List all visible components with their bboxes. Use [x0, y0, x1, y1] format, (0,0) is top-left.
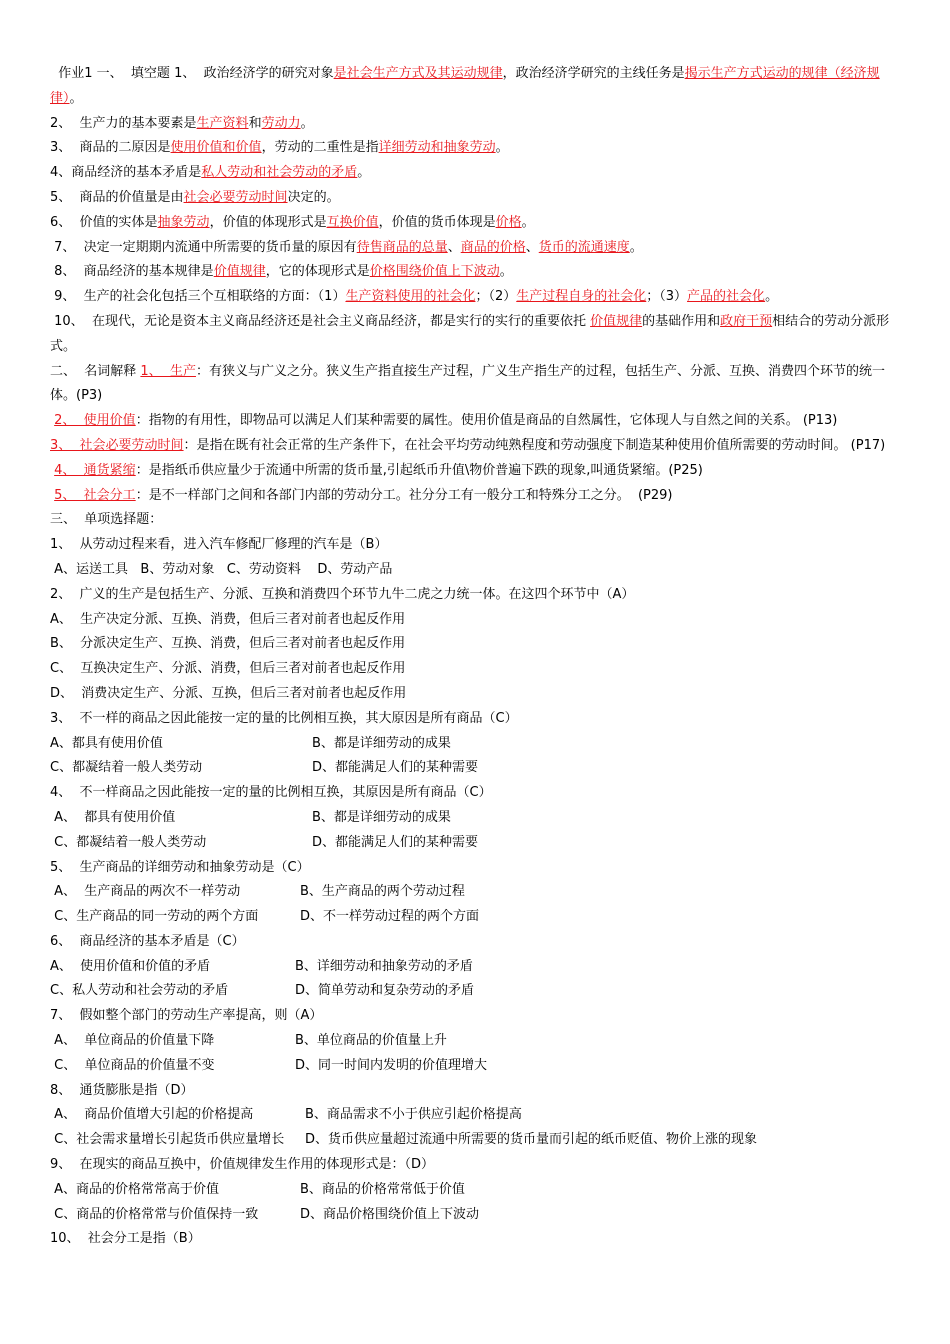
- text-line: [50, 484, 890, 509]
- answer-text: 3、 社会必要劳动时间: [50, 437, 184, 453]
- body-text: 决定的。: [287, 189, 340, 205]
- text-line: [50, 285, 890, 310]
- option-right: D、货币供应量超过流通中所需要的货币量而引起的纸币贬值、物价上涨的现象: [305, 1132, 758, 1148]
- option-row: [50, 1203, 890, 1228]
- option-row: [50, 1054, 890, 1079]
- answer-text: 揭示生产方式运动的规律（经济规律）: [50, 66, 880, 106]
- option-right: B、都是详细劳动的成果: [312, 735, 451, 751]
- text-line: [50, 434, 890, 459]
- option-left: C、私人劳动和社会劳动的矛盾: [50, 983, 229, 999]
- question-line: 10、 社会分工是指（B）: [50, 1231, 201, 1247]
- option-left: A、 单位商品的价值量下降: [50, 1033, 215, 1049]
- answer-text: 5、 社会分工: [54, 487, 136, 503]
- answer-text: 价值规律: [213, 264, 266, 280]
- body-text: ；（2）: [475, 289, 517, 305]
- option-row: [50, 979, 890, 1004]
- option-row: [50, 1178, 890, 1203]
- answer-text: 详细劳动和抽象劳动: [378, 140, 496, 156]
- text-line: [50, 360, 890, 410]
- option-right: B、商品需求不小于供应引起价格提高: [305, 1107, 522, 1123]
- option-left: A、 使用价值和价值的矛盾: [50, 958, 211, 974]
- option-row: [50, 905, 890, 930]
- answer-text: 社会必要劳动时间: [183, 189, 288, 205]
- option-right: B、单位商品的价值量上升: [295, 1033, 447, 1049]
- body-text: 二、 名词解释: [50, 363, 141, 379]
- answer-text: 产品的社会化: [687, 289, 766, 305]
- body-text: 、: [447, 239, 461, 255]
- text-line: [50, 409, 890, 434]
- answer-text: 货币的流通速度: [538, 239, 630, 255]
- option-right: B、详细劳动和抽象劳动的矛盾: [295, 958, 473, 974]
- answer-text: 价格围绕价值上下波动: [369, 264, 500, 280]
- body-text: ：是不一样部门之间和各部门内部的劳动分工。社分分工有一般分工和特殊分工之分。 (P29): [135, 487, 673, 503]
- body-text: 3、 商品的二原因是: [50, 140, 171, 156]
- body-text: ，劳动的二重性是指: [261, 140, 379, 156]
- text-line: [50, 608, 890, 633]
- option-left: A、 都具有使用价值: [50, 809, 176, 825]
- text-line: [50, 186, 890, 211]
- body-text: 。: [495, 140, 509, 156]
- body-text: 6、 价值的实体是: [50, 214, 158, 230]
- text-line: [50, 310, 890, 360]
- text-line: [50, 161, 890, 186]
- answer-text: 政府干预: [720, 313, 773, 329]
- body-text: 4、商品经济的基本矛盾是: [50, 165, 202, 181]
- question-line: 4、 不一样商品之因此能按一定的量的比例相互换，其原因是所有商品（C）: [50, 785, 492, 801]
- body-text: 5、 商品的价值量是由: [50, 189, 184, 205]
- body-text: 9、 生产的社会化包括三个互相联络的方面：（1）: [50, 289, 346, 305]
- body-text: 、: [525, 239, 539, 255]
- answer-text: 是社会生产方式及其运动规律: [333, 66, 503, 81]
- option-right: D、同一时间内发明的价值理增大: [295, 1057, 488, 1073]
- answer-text: 1、 生产: [140, 363, 196, 379]
- option-row: [50, 806, 890, 831]
- answer-text: 商品的价格: [460, 239, 526, 255]
- text-line: [50, 657, 890, 682]
- question-line: 7、 假如整个部门的劳动生产率提高，则（A）: [50, 1008, 323, 1024]
- text-line: [50, 632, 890, 657]
- option-left: A、 商品价值增大引起的价格提高: [50, 1107, 254, 1123]
- option-row: [50, 1103, 890, 1128]
- option-right: B、生产商品的两个劳动过程: [300, 884, 465, 900]
- text-line: [50, 682, 890, 707]
- body-text: 。: [357, 165, 371, 181]
- body-text: 2、 生产力的基本要素是: [50, 115, 197, 131]
- body-text: 。: [499, 264, 513, 280]
- text-line: [50, 136, 890, 161]
- body-text: 1、 从劳动过程来看，进入汽车修配厂修理的汽车是（B）: [50, 537, 388, 553]
- body-text: 。: [69, 90, 83, 106]
- text-line: [50, 459, 890, 484]
- option-left: A、都具有使用价值: [50, 735, 163, 751]
- answer-text: 2、 使用价值: [54, 413, 136, 429]
- text-line: [50, 508, 890, 533]
- option-left: C、商品的价格常常与价值保持一致: [50, 1206, 259, 1222]
- text-line: [50, 211, 890, 236]
- question-line: 5、 生产商品的详细劳动和抽象劳动是（C）: [50, 859, 310, 875]
- body-text: ，价值的体现形式是: [209, 214, 327, 230]
- body-text: ：有狭义与广义之分。狭义生产指直接生产过程，广义生产指生产的过程，包括生产、分派、互换、消费四个环节的统一体。(P3): [50, 363, 885, 404]
- body-text: ：是指在既有社会正常的生产条件下，在社会平均劳动纯熟程度和劳动强度下制造某种使用价值所需要的劳动时间。 (P17): [183, 437, 886, 453]
- body-text: D、 消费决定生产、分派、互换，但后三者对前者也起反作用: [50, 685, 407, 701]
- answer-text: 互换价值: [326, 214, 379, 230]
- body-text: ，政治经济学研究的主线任务是: [502, 66, 685, 81]
- body-text: 。: [765, 289, 779, 305]
- answer-text: 生产资料使用的社会化: [345, 289, 476, 305]
- option-right: B、都是详细劳动的成果: [312, 809, 451, 825]
- option-left: C、都凝结着一般人类劳动: [50, 834, 207, 850]
- body-text: 。: [521, 214, 535, 230]
- answer-text: 生产过程自身的社会化: [516, 289, 647, 305]
- option-left: A、 生产商品的两次不一样劳动: [50, 884, 241, 900]
- text-line: [50, 533, 890, 558]
- option-row: [50, 732, 890, 757]
- body-text: 和: [248, 115, 262, 131]
- body-text: ，价值的货币体现是: [378, 214, 496, 230]
- option-right: D、都能满足人们的某种需要: [312, 760, 479, 776]
- text-line: [50, 112, 890, 137]
- body-text: 作业1 一、 填空题 1、 政治经济学的研究对象: [50, 66, 334, 81]
- body-text: 。: [629, 239, 643, 255]
- option-row: [50, 756, 890, 781]
- option-left: C、都凝结着一般人类劳动: [50, 760, 203, 776]
- option-row: [50, 955, 890, 980]
- option-left: C、生产商品的同一劳动的两个方面: [50, 909, 259, 925]
- answer-text: 价格: [495, 214, 522, 230]
- answer-text: 待售商品的总量: [356, 239, 448, 255]
- answer-text: 抽象劳动: [157, 214, 210, 230]
- option-row: [50, 1029, 890, 1054]
- answer-text: 价值规律: [590, 313, 643, 329]
- option-right: D、简单劳动和复杂劳动的矛盾: [295, 983, 475, 999]
- option-right: D、都能满足人们的某种需要: [312, 834, 479, 850]
- option-right: D、不一样劳动过程的两个方面: [300, 909, 480, 925]
- body-text: 3、 不一样的商品之因此能按一定的量的比例相互换，其大原因是所有商品（C）: [50, 710, 518, 726]
- answer-text: 4、 通货紧缩: [54, 462, 136, 478]
- text-line: [50, 260, 890, 285]
- answer-text: 劳动力: [261, 115, 301, 131]
- body-text: ：指物的有用性，即物品可以满足人们某种需要的属性。使用价值是商品的自然属性，它体现人与自然之间的关系。 (P13): [135, 413, 838, 429]
- option-row: [50, 831, 890, 856]
- body-text: ，它的体现形式是: [265, 264, 370, 280]
- question-line: 9、 在现实的商品互换中，价值规律发生作用的体现形式是：（D）: [50, 1157, 435, 1173]
- option-left: C、 单位商品的价值量不变: [50, 1057, 215, 1073]
- body-text: 的基础作用和: [642, 313, 721, 329]
- text-line: [50, 583, 890, 608]
- option-row: [50, 880, 890, 905]
- option-right: B、商品的价格常常低于价值: [300, 1181, 465, 1197]
- body-text: 2、 广义的生产是包括生产、分派、互换和消费四个环节九牛二虎之力统一体。在这四个环节中（A）: [50, 586, 635, 602]
- body-text: 10、 在现代，无论是资本主义商品经济还是社会主义商品经济，都是实行的实行的重要依托: [50, 313, 591, 329]
- option-left: A、商品的价格常常高于价值: [50, 1181, 220, 1197]
- option-row: [50, 1128, 890, 1153]
- question-line: 6、 商品经济的基本矛盾是（C）: [50, 933, 245, 949]
- answer-text: 生产资料: [196, 115, 249, 131]
- option-left: C、社会需求量增长引起货币供应量增长: [50, 1132, 285, 1148]
- body-text: A、运送工具 B、劳动对象 C、劳动资料 D、劳动产品: [50, 561, 393, 577]
- body-text: ：是指纸币供应量少于流通中所需的货币量,引起纸币升值\物价普遍下跌的现象,叫通货紧缩。(P25): [135, 462, 703, 478]
- answer-text: 私人劳动和社会劳动的矛盾: [201, 165, 358, 181]
- option-right: D、商品价格围绕价值上下波动: [300, 1206, 480, 1222]
- body-text: 。: [300, 115, 314, 131]
- text-line: [50, 236, 890, 261]
- body-text: ；（3）: [646, 289, 688, 305]
- body-text: 7、 决定一定期期内流通中所需要的货币量的原因有: [50, 239, 357, 255]
- text-line: [50, 62, 890, 112]
- body-text: 相结合的劳动分派形式。: [50, 313, 890, 354]
- body-text: B、 分派决定生产、互换、消费，但后三者对前者也起反作用: [50, 636, 406, 652]
- question-line: 8、 通货膨胀是指（D）: [50, 1082, 194, 1098]
- body-text: 8、 商品经济的基本规律是: [50, 264, 214, 280]
- text-line: [50, 707, 890, 732]
- text-line: [50, 558, 890, 583]
- body-text: A、 生产决定分派、互换、消费，但后三者对前者也起反作用: [50, 611, 406, 627]
- answer-text: 使用价值和价值: [170, 140, 262, 156]
- body-text: C、 互换决定生产、分派、消费，但后三者对前者也起反作用: [50, 661, 406, 677]
- body-text: 三、 单项选择题：: [50, 512, 163, 528]
